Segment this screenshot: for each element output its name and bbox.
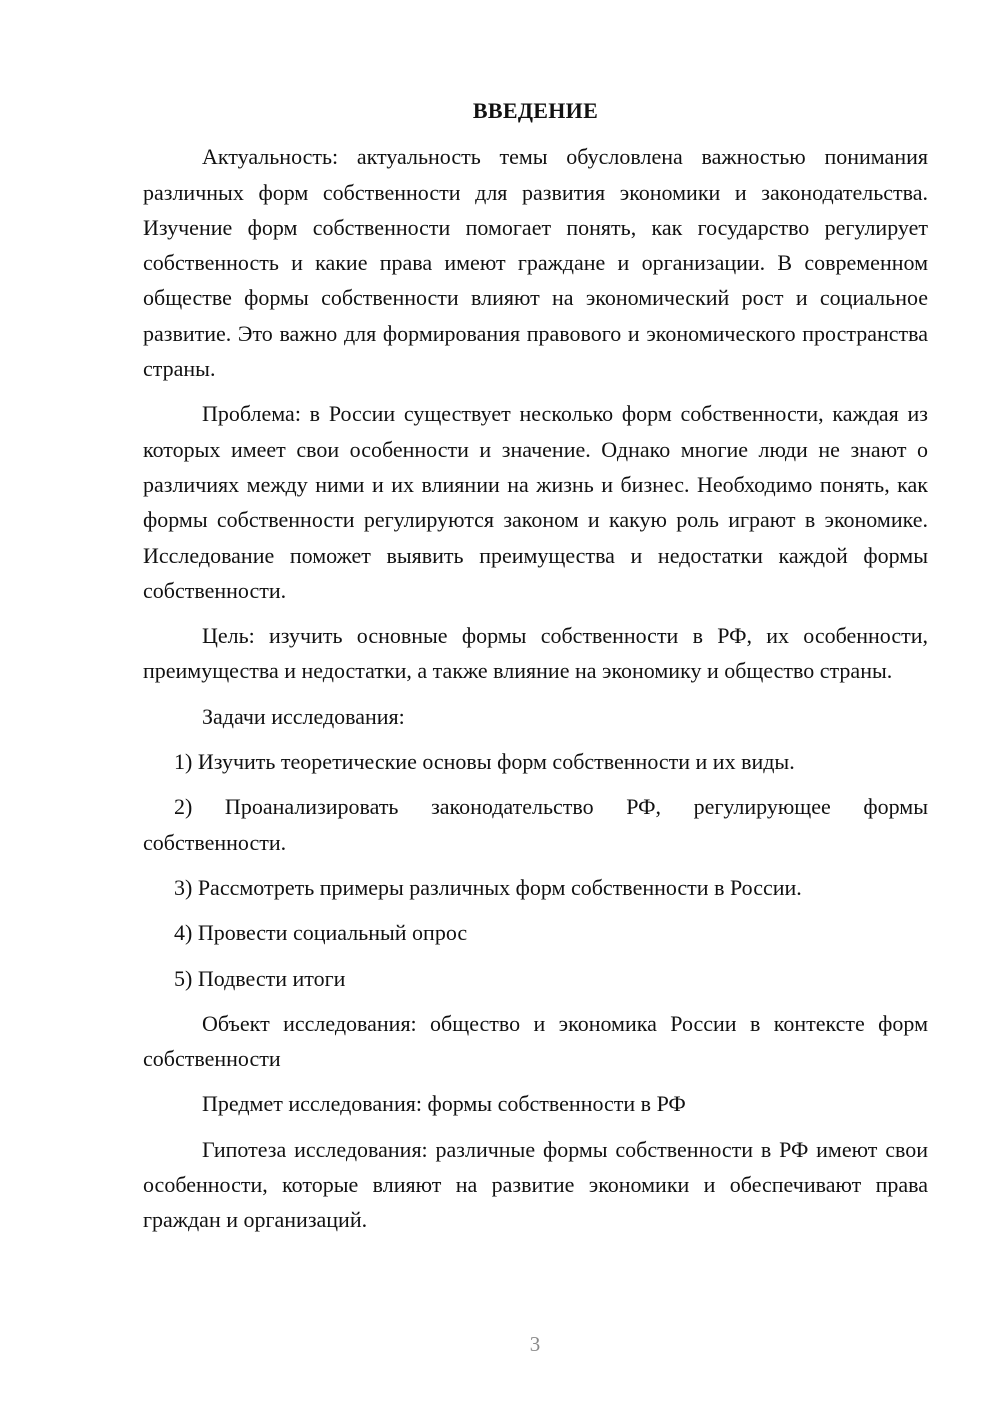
task-item-1: 1) Изучить теоретические основы форм собственности и их виды. <box>174 749 795 775</box>
relevance-paragraph: Актуальность: актуальность темы обусловлена важностью понимания различных форм собственности для развития экономики и законодательства. Изучение форм собственности помогает понять, как государство регулирует собственность и какие права имеют граждане и организации. В современном обществе формы собственности влияют на экономический рост и социальное развитие. Это важно для формирования правового и экономического пространства страны. <box>143 144 928 382</box>
section-title: ВВЕДЕНИЕ <box>472 98 599 123</box>
problem-paragraph: Проблема: в России существует несколько форм собственности, каждая из которых имеет свои особенности и значение. Однако многие люди не знают о различиях между ними и их влиянии на жизнь и бизнес. Необходимо понять, как формы собственности регулируются законом и какую роль играют в экономике. Исследование поможет выявить преимущества и недостатки каждой формы собственности. <box>143 401 928 603</box>
tasks-heading: Задачи исследования: <box>202 703 405 729</box>
hypothesis-paragraph: Гипотеза исследования: различные формы собственности в РФ имеют свои особенности, которые влияют на развитие экономики и обеспечивают права граждан и организаций. <box>143 1136 928 1233</box>
task-item-5: 5) Подвести итоги <box>174 965 346 991</box>
research-object-paragraph: Объект исследования: общество и экономика России в контексте форм собственности <box>143 1010 928 1072</box>
research-subject-paragraph: Предмет исследования: формы собственности в РФ <box>202 1091 686 1117</box>
task-item-3: 3) Рассмотреть примеры различных форм собственности в России. <box>174 874 802 900</box>
task-item-2: 2) Проанализировать законодательство РФ, регулирующее формы собственности. <box>143 794 928 855</box>
document-body <box>143 93 928 1248</box>
task-item-4: 4) Провести социальный опрос <box>174 920 468 946</box>
page-number: 3 <box>529 1332 541 1356</box>
goal-paragraph: Цель: изучить основные формы собственности в РФ, их особенности, преимущества и недостатки, а также влияние на экономику и общество страны. <box>143 623 928 684</box>
